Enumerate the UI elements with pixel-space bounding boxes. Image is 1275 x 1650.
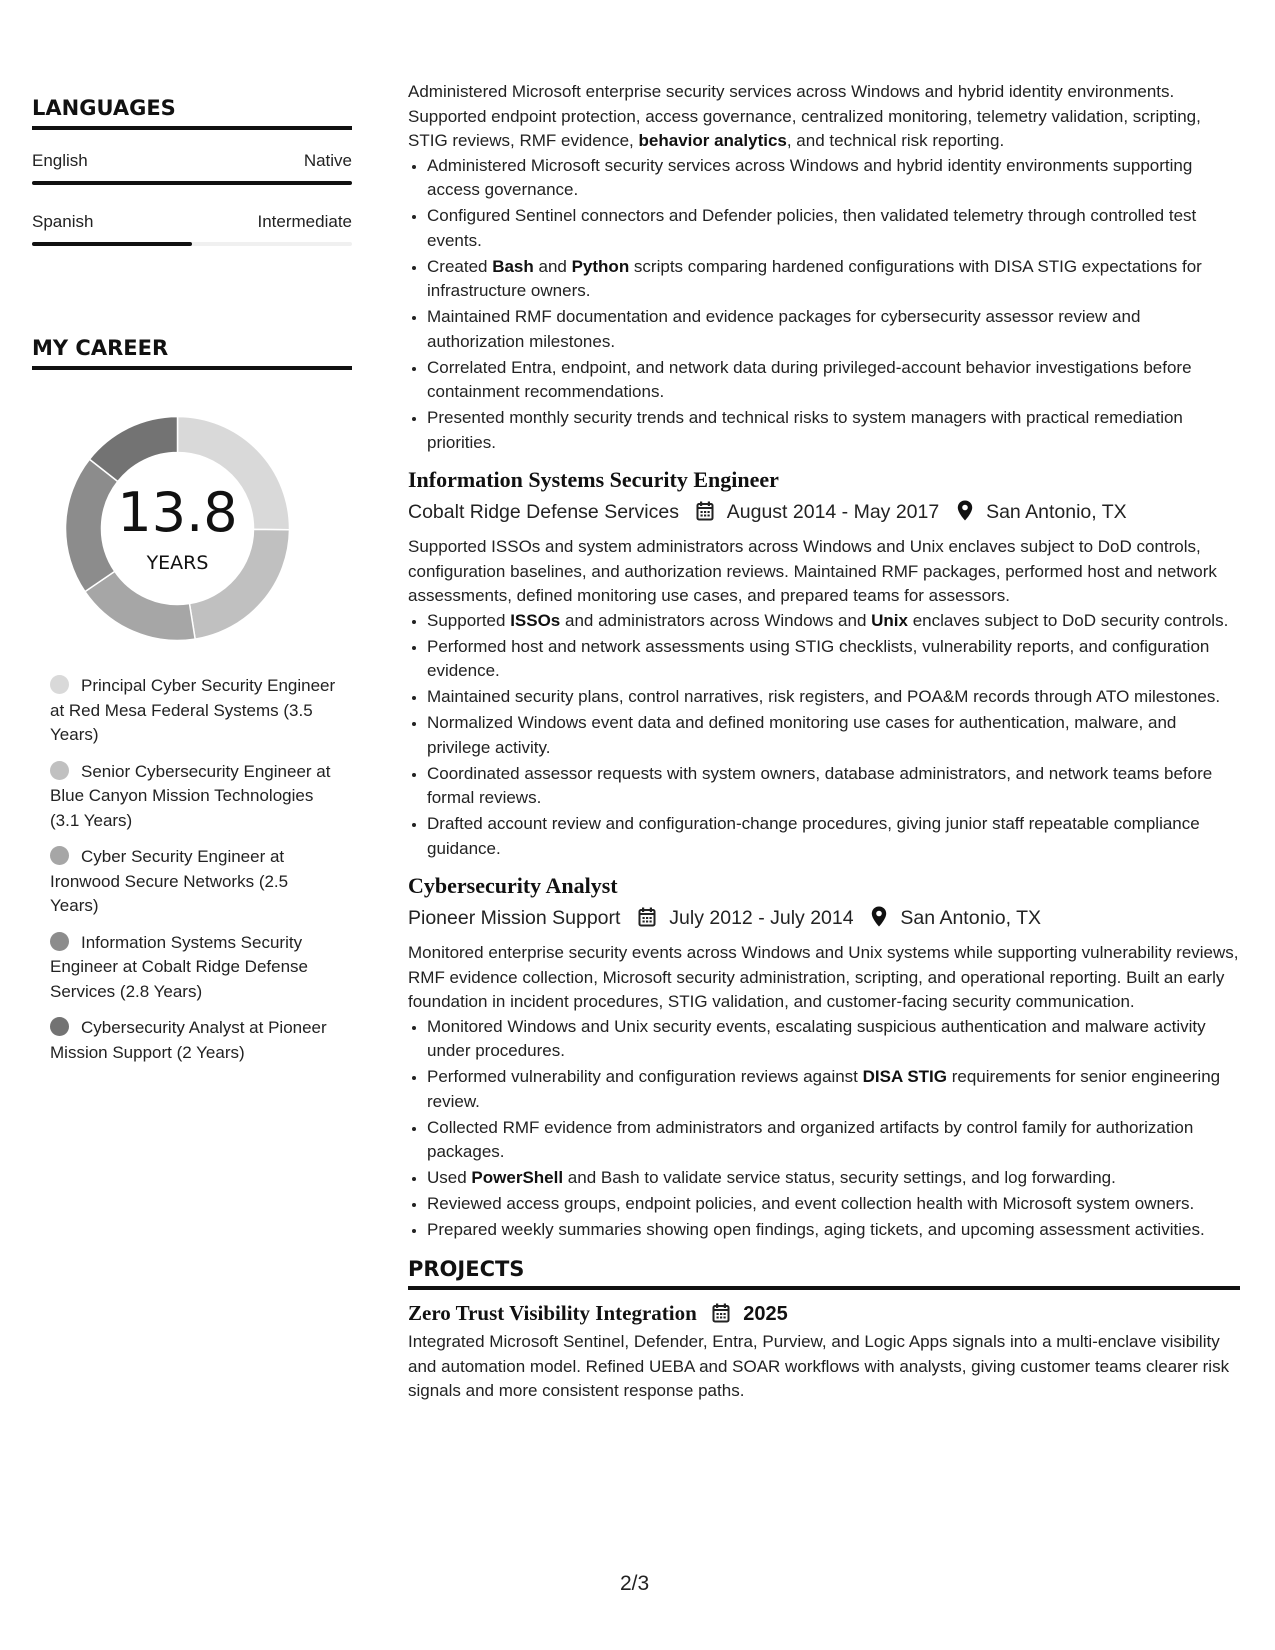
company-name: Cobalt Ridge Defense Services xyxy=(408,501,679,523)
calendar-icon xyxy=(638,907,656,935)
language-proficiency-fill xyxy=(32,242,192,246)
career-total-unit: YEARS xyxy=(146,552,209,574)
career-donut-chart xyxy=(32,416,352,641)
company-name: Pioneer Mission Support xyxy=(408,907,621,929)
job-bullets xyxy=(408,609,1240,862)
legend-label: Principal Cyber Security Engineer at Red Mesa Federal Systems (3.5 Years) xyxy=(50,676,336,744)
job-dates: August 2014 - May 2017 xyxy=(726,501,940,523)
bullet-item: • Administered Microsoft security services across Windows and hybrid identity environments supporting access governance. xyxy=(427,154,1240,203)
bullet-item: • Reviewed access groups, endpoint policies, and event collection health with Microsoft system owners. xyxy=(427,1192,1240,1217)
language-row xyxy=(32,151,352,171)
job-meta xyxy=(408,904,1240,935)
job-title: Information Systems Security Engineer xyxy=(408,467,779,492)
bullet-item: • Performed vulnerability and configuration reviews against DISA STIG requirements for senior engineering review. xyxy=(427,1065,1240,1114)
bullet-item: • Coordinated assessor requests with system owners, database administrators, and network teams before formal reviews. xyxy=(427,762,1240,811)
language-name: Spanish xyxy=(32,212,94,231)
language-level: Intermediate xyxy=(257,212,352,231)
bullet-item: • Drafted account review and configuration-change procedures, giving junior staff repeatable compliance guidance. xyxy=(427,812,1240,861)
languages-section xyxy=(32,96,352,246)
languages-heading: LANGUAGES xyxy=(32,96,352,130)
language-name: English xyxy=(32,151,88,170)
project-description: Integrated Microsoft Sentinel, Defender, Entra, Purview, and Logic Apps signals into a multi-enclave visibility and automation model. Refined UEBA and SOAR workflows with analysts, giving customer teams clearer risk signals and more consistent response paths. xyxy=(408,1332,1230,1400)
bullet-item: • Maintained RMF documentation and evidence packages for cybersecurity assessor review and authorization milestones. xyxy=(427,305,1240,354)
map-pin-icon xyxy=(957,500,973,529)
legend-item xyxy=(50,845,340,919)
legend-label: Information Systems Security Engineer at Cobalt Ridge Defense Services (2.8 Years) xyxy=(50,932,308,1001)
legend-item xyxy=(50,931,340,1005)
legend-label: Cybersecurity Analyst at Pioneer Mission Support (2 Years) xyxy=(50,1018,327,1062)
legend-swatch xyxy=(50,846,69,865)
job-title: Cybersecurity Analyst xyxy=(408,873,618,898)
language-proficiency-bar xyxy=(32,181,352,185)
bullet-item: • Prepared weekly summaries showing open findings, aging tickets, and upcoming assessment activities. xyxy=(427,1218,1240,1243)
job-summary: Supported ISSOs and system administrators across Windows and Unix enclaves subject to DoD controls, configuration baselines, and authorization reviews. Maintained RMF packages, performed host and network assessments, defined monitoring use cases, and prepared teams for assessors. xyxy=(408,537,1217,605)
career-legend xyxy=(50,674,340,1077)
map-pin-icon xyxy=(871,906,887,935)
job-bullets xyxy=(408,1015,1240,1243)
job-location: San Antonio, TX xyxy=(986,501,1127,523)
bullet-item: • Configured Sentinel connectors and Defender policies, then validated telemetry through controlled test events. xyxy=(427,204,1240,253)
job-dates: July 2012 - July 2014 xyxy=(669,907,854,929)
donut-slice xyxy=(85,571,195,640)
bullet-item: • Created Bash and Python scripts comparing hardened configurations with DISA STIG expectations for infrastructure owners. xyxy=(427,255,1240,304)
language-level: Native xyxy=(303,151,352,170)
donut-slice xyxy=(189,529,289,639)
projects-heading: PROJECTS xyxy=(408,1257,1240,1291)
calendar-icon xyxy=(696,501,714,529)
language-row xyxy=(32,212,352,232)
bullet-item: • Correlated Entra, endpoint, and network data during privileged-account behavior investigations before containment recommendations. xyxy=(427,356,1240,405)
legend-swatch xyxy=(50,932,69,951)
legend-item xyxy=(50,1016,340,1065)
career-total-value: 13.8 xyxy=(117,481,238,544)
bullet-item: • Maintained security plans, control narratives, risk registers, and POA&M records through ATO milestones. xyxy=(427,685,1240,710)
project-title-row xyxy=(408,1299,1240,1330)
main-content xyxy=(408,80,1240,1404)
career-heading: MY CAREER xyxy=(32,336,352,370)
page-number: 2/3 xyxy=(620,1572,650,1595)
project-title: Zero Trust Visibility Integration xyxy=(408,1301,697,1325)
language-proficiency-fill xyxy=(32,181,352,185)
legend-swatch xyxy=(50,761,69,780)
job-summary: Monitored enterprise security events across Windows and Unix systems while supporting vulnerability reviews, RMF evidence collection, Microsoft security administration, scripting, and operational reporting. Built an early foundation in incident procedures, STIG validation, and customer-facing security communication. xyxy=(408,943,1239,1011)
bullet-item: • Performed host and network assessments using STIG checklists, vulnerability reports, and configuration evidence. xyxy=(427,635,1240,684)
legend-swatch xyxy=(50,1017,69,1036)
job-bullets xyxy=(408,154,1240,456)
job-location: San Antonio, TX xyxy=(900,907,1041,929)
career-section xyxy=(32,336,352,370)
language-proficiency-bar xyxy=(32,242,352,246)
legend-item xyxy=(50,760,340,834)
bullet-item: • Monitored Windows and Unix security events, escalating suspicious authentication and malware activity under procedures. xyxy=(427,1015,1240,1064)
bullet-item: • Supported ISSOs and administrators across Windows and Unix enclaves subject to DoD security controls. xyxy=(427,609,1240,634)
legend-swatch xyxy=(50,675,69,694)
bullet-item: • Collected RMF evidence from administrators and organized artifacts by control family for authorization packages. xyxy=(427,1116,1240,1165)
legend-label: Cyber Security Engineer at Ironwood Secure Networks (2.5 Years) xyxy=(50,847,289,915)
legend-label: Senior Cybersecurity Engineer at Blue Canyon Mission Technologies (3.1 Years) xyxy=(50,761,331,830)
legend-item xyxy=(50,674,340,748)
project-year: 2025 xyxy=(743,1303,788,1325)
job-meta xyxy=(408,498,1240,529)
job-summary: Administered Microsoft enterprise security services across Windows and hybrid identity environments. Supported endpoint protection, access governance, centralized monitoring, telemetry validation, scripting, STIG reviews, RMF evidence, behavior analytics, and technical risk reporting. xyxy=(408,82,1201,150)
bullet-item: • Normalized Windows event data and defined monitoring use cases for authentication, malware, and privilege activity. xyxy=(427,711,1240,760)
calendar-icon xyxy=(712,1302,730,1330)
bullet-item: • Presented monthly security trends and technical risks to system managers with practical remediation priorities. xyxy=(427,406,1240,455)
bullet-item: • Used PowerShell and Bash to validate service status, security settings, and log forwarding. xyxy=(427,1166,1240,1191)
